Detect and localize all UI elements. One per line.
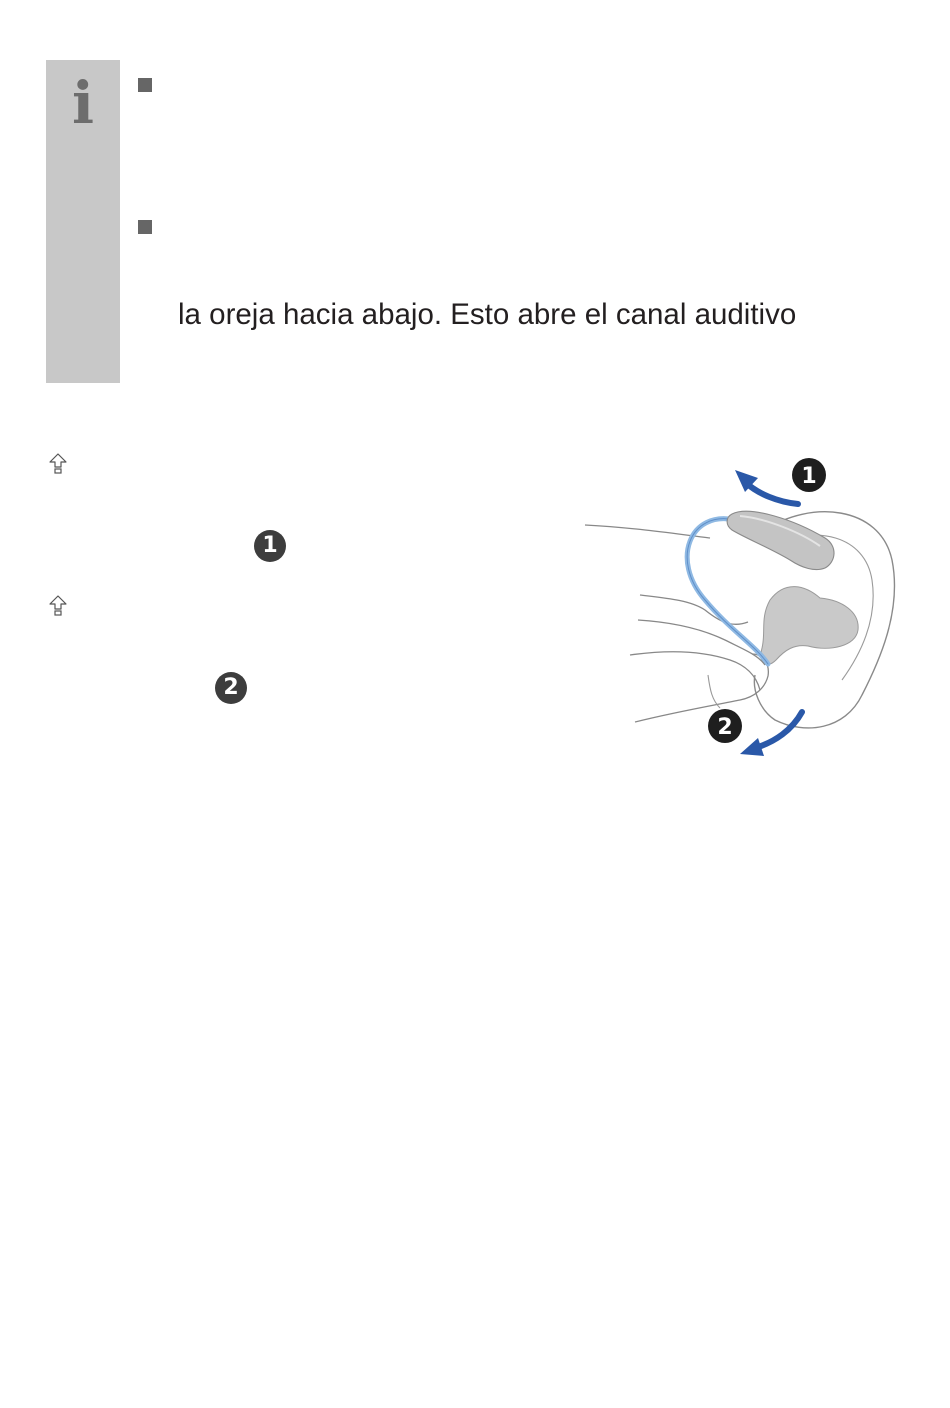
callout-1: 1 bbox=[801, 464, 817, 489]
step-marker-1: 1 bbox=[254, 530, 286, 562]
ear-dome bbox=[761, 587, 858, 665]
hearing-aid-body bbox=[727, 511, 834, 569]
info-icon: i bbox=[71, 69, 95, 137]
info-paragraph-2-line: la oreja hacia abajo. Esto abre el canal auditivo bbox=[178, 298, 797, 331]
rotation-arrow-2 bbox=[755, 712, 802, 748]
rotation-arrow-1 bbox=[745, 482, 798, 504]
bullet-square-2 bbox=[138, 220, 152, 234]
step-arrow-icon bbox=[48, 594, 68, 618]
step-arrow-icon bbox=[48, 452, 68, 476]
bullet-square-1 bbox=[138, 78, 152, 92]
callout-2: 2 bbox=[717, 715, 733, 740]
info-sidebar bbox=[46, 60, 120, 383]
step-marker-2: 2 bbox=[215, 672, 247, 704]
finger-outline bbox=[708, 675, 720, 708]
hearing-aid-insertion-illustration bbox=[580, 450, 910, 770]
finger-outline bbox=[630, 652, 760, 690]
thumb-outline bbox=[635, 654, 768, 722]
finger-outline bbox=[640, 595, 748, 624]
